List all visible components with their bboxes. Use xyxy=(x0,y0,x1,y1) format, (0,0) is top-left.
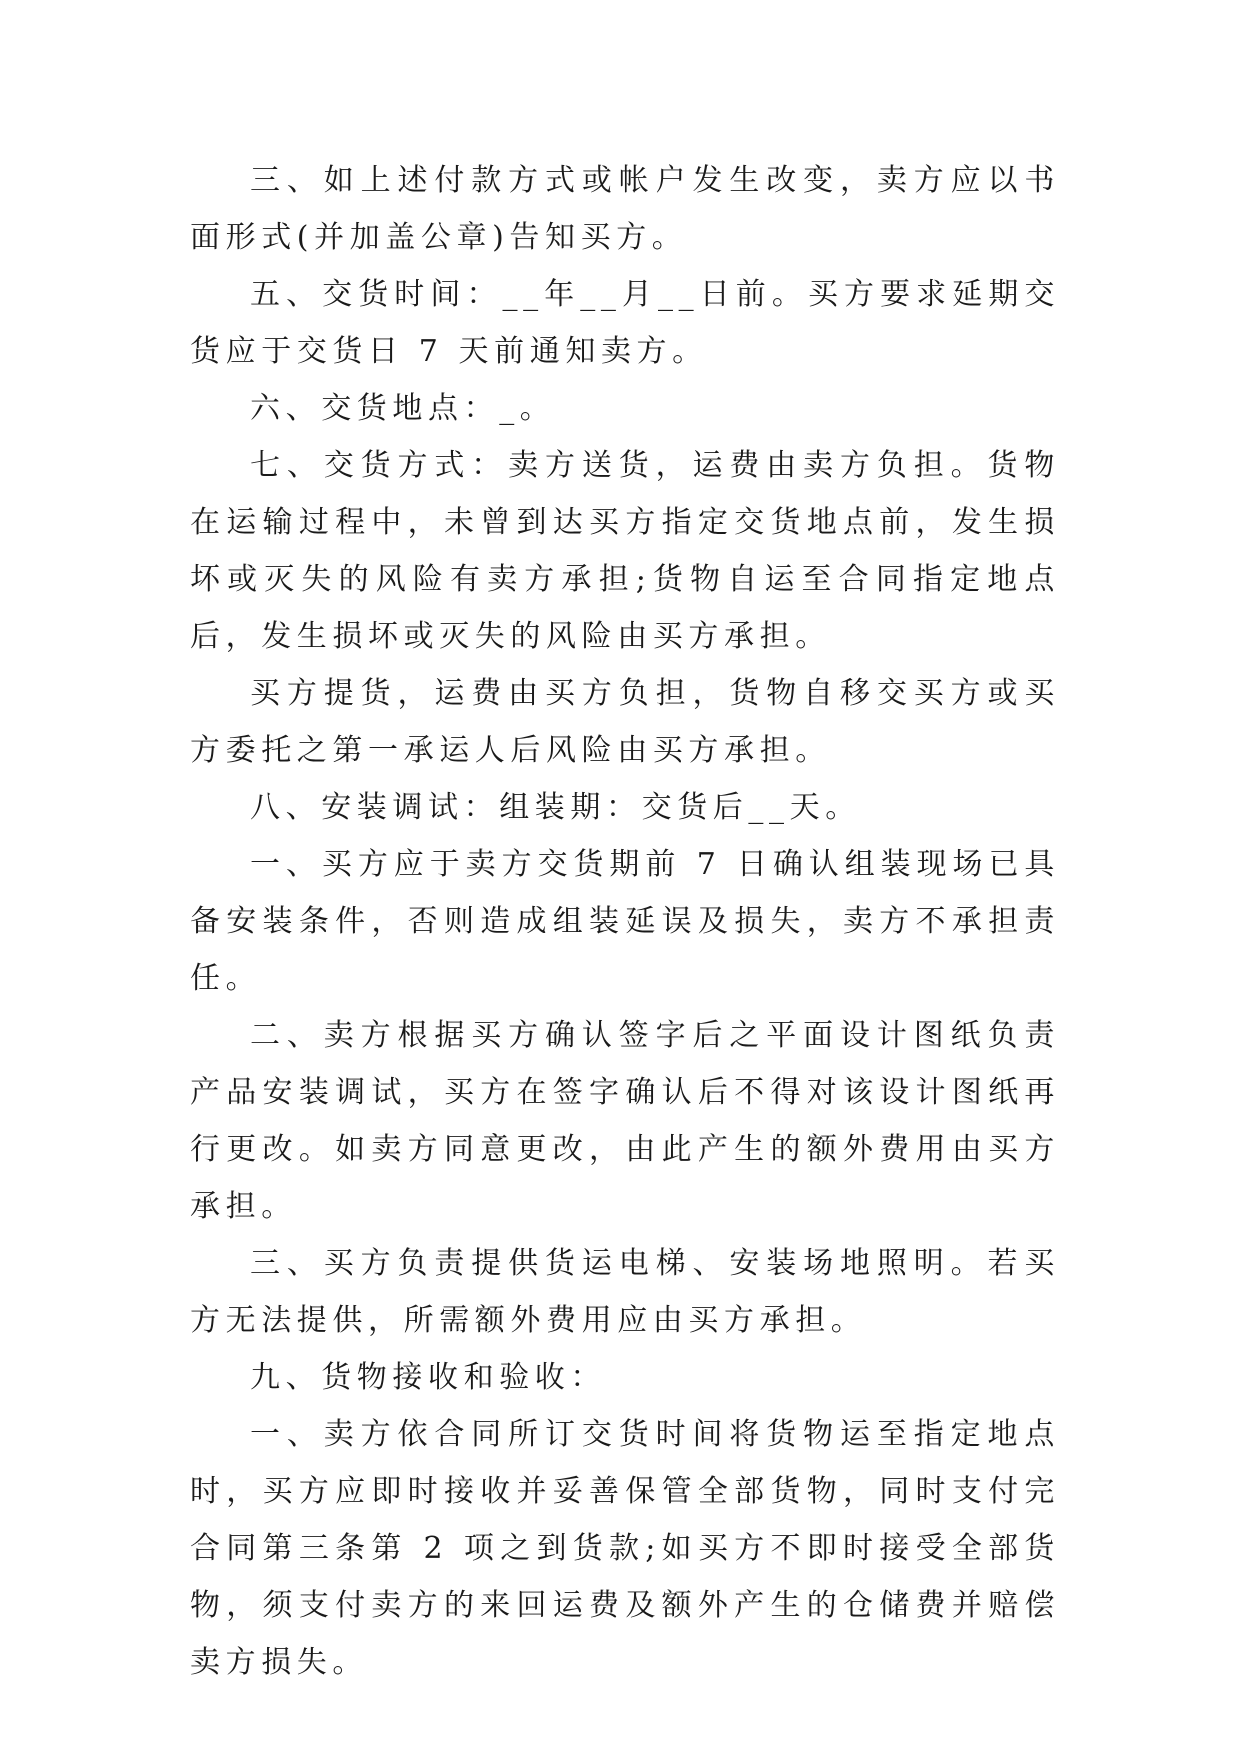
paragraph: 二、卖方根据买方确认签字后之平面设计图纸负责产品安装调试，买方在签字确认后不得对该设计图纸再行更改。如卖方同意更改，由此产生的额外费用由买方承担。 xyxy=(190,1018,1060,1224)
paragraph: 三、买方负责提供货运电梯、安装场地照明。若买方无法提供，所需额外费用应由买方承担。 xyxy=(190,1246,1060,1338)
paragraph: 五、交货时间：__年__月__日前。买方要求延期交货应于交货日 7 天前通知卖方。 xyxy=(190,277,1060,369)
paragraph: 七、交货方式：卖方送货，运费由卖方负担。货物在运输过程中，未曾到达买方指定交货地点前，发生损坏或灭失的风险有卖方承担;货物自运至合同指定地点后，发生损坏或灭失的风险由买方承担。 xyxy=(190,448,1060,654)
paragraph: 八、安装调试：组装期：交货后__天。 xyxy=(250,790,861,825)
paragraph: 一、买方应于卖方交货期前 7 日确认组装现场已具备安装条件，否则造成组装延误及损失，卖方不承担责任。 xyxy=(190,847,1060,996)
paragraph: 六、交货地点：_。 xyxy=(250,391,556,426)
document-body xyxy=(190,152,1060,1691)
paragraph: 一、卖方依合同所订交货时间将货物运至指定地点时，买方应即时接收并妥善保管全部货物，同时支付完合同第三条第 2 项之到货款;如买方不即时接受全部货物，须支付卖方的来回运费及额外产生的仓储费并赔偿卖方损失。 xyxy=(190,1417,1060,1680)
paragraph: 三、如上述付款方式或帐户发生改变，卖方应以书面形式(并加盖公章)告知买方。 xyxy=(190,163,1060,255)
paragraph: 买方提货，运费由买方负担，货物自移交买方或买方委托之第一承运人后风险由买方承担。 xyxy=(190,676,1060,768)
paragraph: 九、货物接收和验收： xyxy=(250,1360,606,1395)
